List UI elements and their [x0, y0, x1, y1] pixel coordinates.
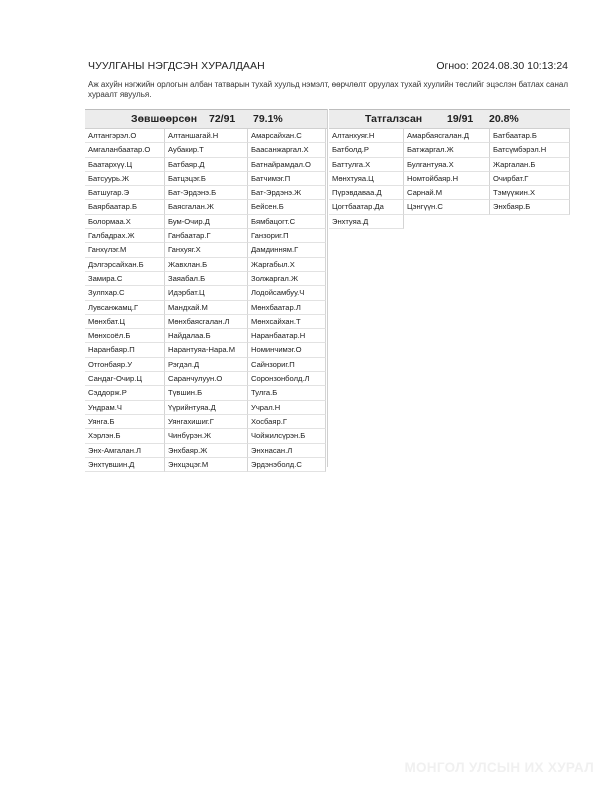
- approved-member-name: Баасанжаргал.Х: [248, 143, 326, 157]
- approved-member-name: Батбаяр.Д: [165, 158, 248, 172]
- approved-member-name: Заяабал.Б: [165, 272, 248, 286]
- approved-member-name: Батнайрамдал.О: [248, 158, 326, 172]
- approved-member-name: Дэлгэрсайхан.Б: [85, 258, 165, 272]
- approved-member-name: Ганхуяг.Х: [165, 243, 248, 257]
- rejected-member-name: Алтанхуяг.Н: [329, 129, 404, 143]
- approved-member-name: Сандаг-Очир.Ц: [85, 372, 165, 386]
- rejected-percent: 20.8%: [489, 113, 519, 125]
- approved-member-name: Энхнасан.Л: [248, 444, 326, 458]
- approved-member-name: Золжаргал.Ж: [248, 272, 326, 286]
- vote-description: Аж ахуйн нэгжийн орлогын албан татварын тухай хуульд нэмэлт, өөрчлөлт оруулах тухай хуулийн төслийг эцэслэн батлах санал хураалт явуулья.: [88, 80, 569, 99]
- approved-count: 72/91: [209, 113, 236, 125]
- rejected-member-name: Булгантуяа.Х: [404, 158, 490, 172]
- approved-member-name: Уянга.Б: [85, 415, 165, 429]
- vote-results: [85, 109, 570, 467]
- approved-member-name: Алтангэрэл.О: [85, 129, 165, 143]
- approved-percent: 79.1%: [253, 113, 283, 125]
- approved-member-name: Жаргабыл.Х: [248, 258, 326, 272]
- approved-member-name: Чойжилсүрэн.Б: [248, 429, 326, 443]
- approved-member-name: Отгонбаяр.У: [85, 358, 165, 372]
- approved-member-name: Нарантуяа-Нара.М: [165, 343, 248, 357]
- approved-member-name: Лувсанжамц.Г: [85, 301, 165, 315]
- approved-member-name: Бат-Эрдэнэ.Б: [165, 186, 248, 200]
- approved-member-name: Батшугар.Э: [85, 186, 165, 200]
- approved-member-name: Үүрийнтуяа.Д: [165, 401, 248, 415]
- approved-member-name: Учрал.Н: [248, 401, 326, 415]
- session-title: ЧУУЛГАНЫ НЭГДСЭН ХУРАЛДААН: [88, 60, 265, 72]
- approved-member-name: Түвшин.Б: [165, 386, 248, 400]
- approved-member-name: Зулпхар.С: [85, 286, 165, 300]
- approved-member-name: Батчимэг.П: [248, 172, 326, 186]
- approved-member-name: Чинбүрэн.Ж: [165, 429, 248, 443]
- approved-member-name: Бейсен.Б: [248, 200, 326, 214]
- rejected-member-name: Пүрэвдаваа.Д: [329, 186, 404, 200]
- parliament-watermark: МОНГОЛ УЛСЫН ИХ ХУРАЛ: [404, 760, 594, 775]
- approved-member-name: Мөнхсайхан.Т: [248, 315, 326, 329]
- approved-member-name: Наранбаяр.П: [85, 343, 165, 357]
- approved-member-name: Хосбаяр.Г: [248, 415, 326, 429]
- approved-member-name: Энх-Амгалан.Л: [85, 444, 165, 458]
- rejected-member-name: Батбаатар.Б: [490, 129, 570, 143]
- rejected-member-name: Батболд.Р: [329, 143, 404, 157]
- approved-member-name: Соронзонболд.Л: [248, 372, 326, 386]
- approved-member-name: Бямбацогт.С: [248, 215, 326, 229]
- approved-member-name: Эрдэнэболд.С: [248, 458, 326, 472]
- approved-member-name: Найдалаа.Б: [165, 329, 248, 343]
- session-date: Огноо: 2024.08.30 10:13:24: [436, 60, 568, 72]
- rejected-member-name: Батжаргал.Ж: [404, 143, 490, 157]
- approved-member-name: Бум-Очир.Д: [165, 215, 248, 229]
- rejected-count: 19/91: [447, 113, 474, 125]
- rejected-member-name: Очирбат.Г: [490, 172, 570, 186]
- approved-member-name: Болормаа.Х: [85, 215, 165, 229]
- approved-member-name: Уянгахишиг.Г: [165, 415, 248, 429]
- rejected-member-name: Мөнхтуяа.Ц: [329, 172, 404, 186]
- approved-member-name: Энхцэцэг.М: [165, 458, 248, 472]
- approved-member-name: Лодойсамбуу.Ч: [248, 286, 326, 300]
- approved-member-name: Наранбаатар.Н: [248, 329, 326, 343]
- rejected-header: [329, 109, 570, 129]
- approved-member-name: Ганхүлэг.М: [85, 243, 165, 257]
- approved-member-name: Аубакир.Т: [165, 143, 248, 157]
- approved-member-name: Тулга.Б: [248, 386, 326, 400]
- approved-member-name: Мөнхбаясгалан.Л: [165, 315, 248, 329]
- approved-member-name: Замира.С: [85, 272, 165, 286]
- rejected-member-name: Сарнай.М: [404, 186, 490, 200]
- rejected-member-name: Амарбаясгалан.Д: [404, 129, 490, 143]
- approved-member-name: Хэрлэн.Б: [85, 429, 165, 443]
- approved-member-name: Саранчулуун.О: [165, 372, 248, 386]
- approved-member-name: Мөнхсоёл.Б: [85, 329, 165, 343]
- rejected-panel: [329, 109, 570, 226]
- approved-names-grid: [85, 129, 326, 472]
- approved-member-name: Жавхлан.Б: [165, 258, 248, 272]
- rejected-member-name: Баттулга.Х: [329, 158, 404, 172]
- approved-member-name: Галбадрах.Ж: [85, 229, 165, 243]
- rejected-member-name: Цогтбаатар.Да: [329, 200, 404, 214]
- rejected-member-name: Номтойбаяр.Н: [404, 172, 490, 186]
- rejected-names-grid: [329, 129, 570, 229]
- approved-member-name: Идэрбат.Ц: [165, 286, 248, 300]
- approved-member-name: Мөнхбат.Ц: [85, 315, 165, 329]
- approved-member-name: Ганзориг.П: [248, 229, 326, 243]
- approved-member-name: Баярбаатар.Б: [85, 200, 165, 214]
- rejected-member-name: Энхбаяр.Б: [490, 200, 570, 214]
- approved-member-name: Сэддорж.Р: [85, 386, 165, 400]
- approved-member-name: Бат-Эрдэнэ.Ж: [248, 186, 326, 200]
- approved-member-name: Дамдинням.Г: [248, 243, 326, 257]
- rejected-member-name: Тэмүүжин.Х: [490, 186, 570, 200]
- approved-member-name: Энхбаяр.Ж: [165, 444, 248, 458]
- approved-member-name: Батцэцэг.Б: [165, 172, 248, 186]
- approved-member-name: Сайнзориг.П: [248, 358, 326, 372]
- document-header: [88, 60, 568, 76]
- approved-panel: [85, 109, 328, 467]
- approved-member-name: Энхтүвшин.Д: [85, 458, 165, 472]
- approved-label: Зөвшөөрсөн: [131, 113, 198, 125]
- rejected-member-name: Энхтуяа.Д: [329, 215, 404, 229]
- rejected-member-name: Цэнгүүн.С: [404, 200, 490, 214]
- approved-member-name: Рэгдэл.Д: [165, 358, 248, 372]
- approved-member-name: Баатархүү.Ц: [85, 158, 165, 172]
- approved-member-name: Мөнхбаатар.Л: [248, 301, 326, 315]
- approved-member-name: Батсуурь.Ж: [85, 172, 165, 186]
- approved-member-name: Баясгалан.Ж: [165, 200, 248, 214]
- approved-member-name: Амгаланбаатар.О: [85, 143, 165, 157]
- approved-member-name: Алтаншагай.Н: [165, 129, 248, 143]
- approved-member-name: Номинчимэг.О: [248, 343, 326, 357]
- rejected-member-name: Батсүмбэрэл.Н: [490, 143, 570, 157]
- approved-member-name: Ганбаатар.Г: [165, 229, 248, 243]
- rejected-label: Татгалзсан: [365, 113, 423, 125]
- approved-header: [85, 109, 327, 129]
- rejected-member-name: Жаргалан.Б: [490, 158, 570, 172]
- approved-member-name: Мандхай.М: [165, 301, 248, 315]
- approved-member-name: Ундрам.Ч: [85, 401, 165, 415]
- approved-member-name: Амарсайхан.С: [248, 129, 326, 143]
